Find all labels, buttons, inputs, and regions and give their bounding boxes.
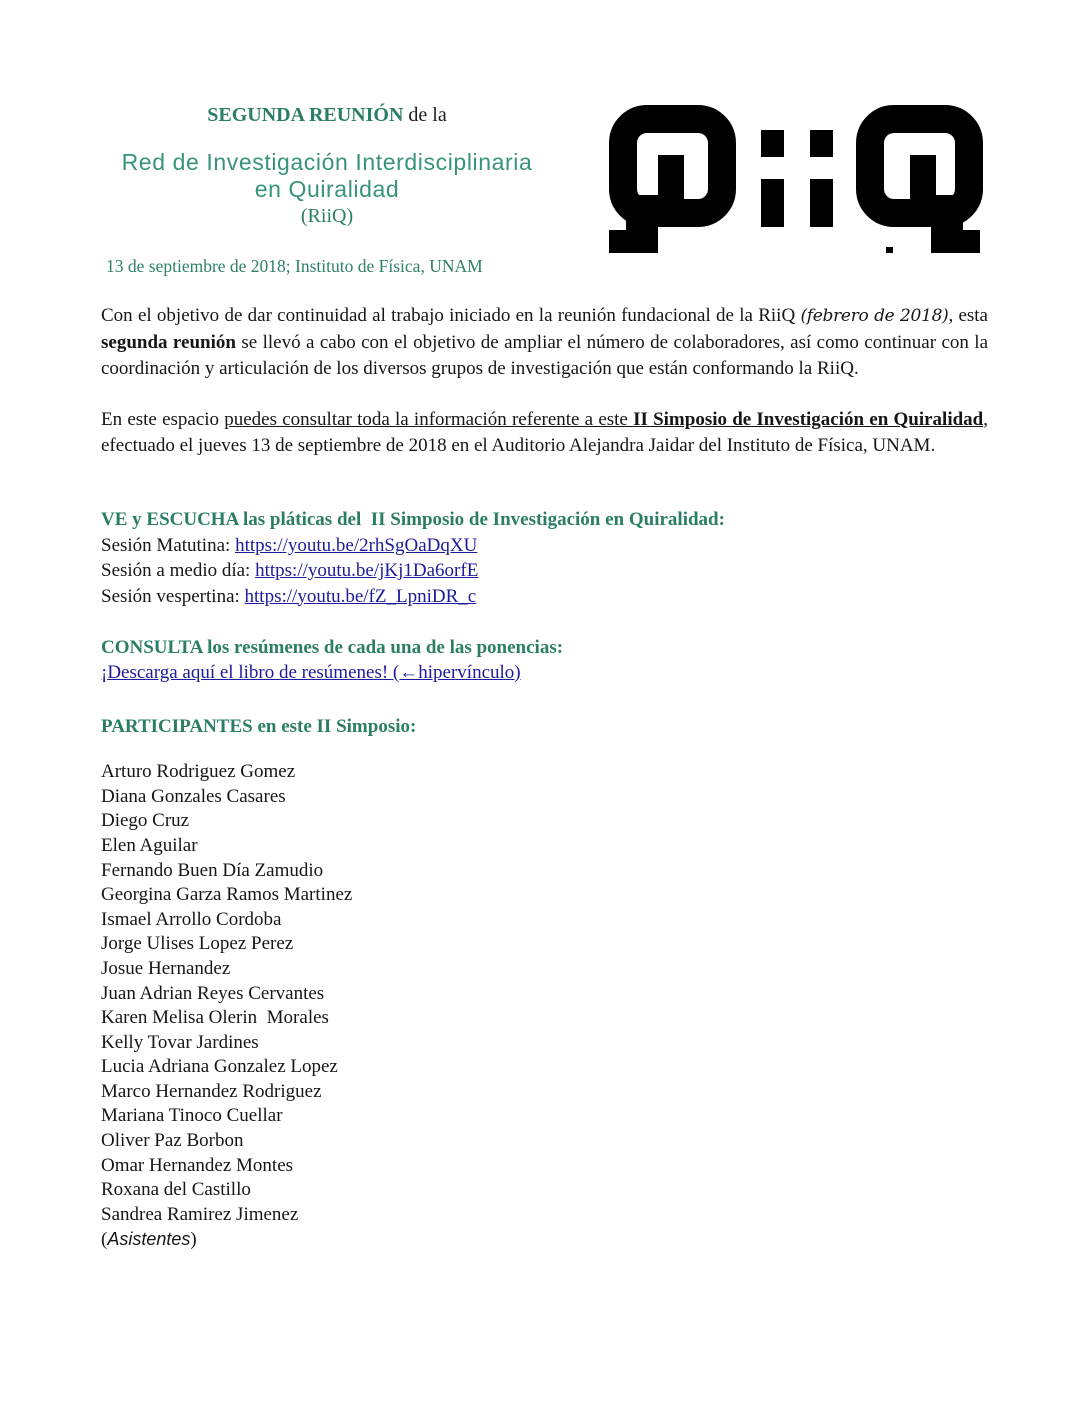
symposium-underlined: puedes consultar toda la información referente a este (224, 408, 634, 430)
riiq-logo (606, 95, 988, 257)
participant-name: Josue Hernandez (101, 957, 231, 979)
intro-paragraph (101, 303, 988, 383)
meeting-title-rest: de la (403, 104, 447, 126)
participant-name: Oliver Paz Borbon (101, 1130, 244, 1152)
video-session-row (101, 584, 988, 609)
session-label: Sesión a medio día: (101, 560, 256, 582)
symposium-part1: En este espacio (101, 408, 225, 430)
session-label: Sesión vespertina: (101, 585, 245, 607)
document-header (101, 95, 988, 277)
date-venue-line: 13 de septiembre de 2018; Instituto de Física, UNAM (106, 256, 483, 276)
participant-name: Sandrea Ramirez Jimenez (101, 1203, 299, 1225)
participant-name: Kelly Tovar Jardines (101, 1031, 259, 1053)
participant-name: Roxana del Castillo (101, 1179, 251, 1201)
handwritten-date-note: (febrero de 2018) (800, 306, 949, 326)
network-name-line2: en Quiralidad (254, 176, 400, 202)
intro-part1: Con el objetivo de dar continuidad al trabajo iniciado en la reunión fundacional de la RiiQ (101, 305, 801, 326)
video-session-row (101, 533, 988, 558)
riiq-logo-graphic (606, 95, 988, 257)
symposium-bold-underlined: II Simposio de Investigación en Quiralidad (633, 408, 984, 430)
download-abstracts-link[interactable]: ¡Descarga aquí el libro de resúmenes! (←hipervínculo) (101, 661, 521, 683)
intro-part3: se llevó a cabo con el objetivo de ampliar el número de colaboradores, así como continuar con la coordinación y articulación de los diversos grupos de investigación que están conformando la RiiQ. (101, 331, 989, 380)
participant-name: Marco Hernandez Rodriguez (101, 1080, 322, 1102)
symposium-paragraph (101, 407, 988, 460)
intro-part2: , esta (948, 305, 988, 326)
header-title-block (101, 95, 553, 277)
network-abbr: (RiiQ) (300, 205, 354, 227)
participant-name: Diego Cruz (101, 810, 190, 832)
participant-name: Omar Hernandez Montes (101, 1154, 294, 1176)
session-label: Sesión Matutina: (101, 534, 236, 556)
abstracts-section-heading: CONSULTA los resúmenes de cada una de las ponencias: (101, 636, 564, 658)
video-link[interactable]: https://youtu.be/2rhSgOaDqXU (235, 534, 478, 556)
video-session-list (101, 533, 988, 609)
network-name (101, 149, 553, 228)
participant-name: Georgina Garza Ramos Martinez (101, 884, 353, 906)
participants-list (101, 760, 988, 1253)
video-session-row (101, 558, 988, 583)
participant-name: Jorge Ulises Lopez Perez (101, 933, 294, 955)
meeting-title (101, 103, 553, 127)
participants-footnote: (Asistentes) (101, 1229, 197, 1251)
network-name-line1: Red de Investigación Interdisciplinaria (121, 149, 533, 175)
participant-name: Fernando Buen Día Zamudio (101, 859, 324, 881)
participant-name: Diana Gonzales Casares (101, 785, 286, 807)
participant-name: Elen Aguilar (101, 834, 198, 856)
download-line (101, 660, 988, 685)
participant-name: Juan Adrian Reyes Cervantes (101, 982, 325, 1004)
participant-name: Lucia Adriana Gonzalez Lopez (101, 1056, 338, 1078)
video-link[interactable]: https://youtu.be/jKj1Da6orfE (255, 560, 479, 582)
participant-name: Karen Melisa Olerin Morales (101, 1007, 329, 1029)
participant-name: Arturo Rodriguez Gomez (101, 761, 296, 783)
intro-bold-phrase: segunda reunión (101, 331, 236, 353)
participant-name: Ismael Arrollo Cordoba (101, 908, 282, 930)
videos-section-heading: VE y ESCUCHA las pláticas del II Simposio de Investigación en Quiralidad: (101, 508, 725, 530)
meeting-title-bold: SEGUNDA REUNIÓN (207, 104, 404, 126)
symposium-part2: , efectuado el jueves 13 de septiembre de 2018 en el Auditorio Alejandra Jaidar del Instituto de Física, UNAM. (101, 408, 988, 457)
video-link[interactable]: https://youtu.be/fZ_LpniDR_c (244, 585, 477, 607)
participants-section-heading: PARTICIPANTES en este II Simposio: (101, 716, 417, 738)
participant-name: Mariana Tinoco Cuellar (101, 1105, 283, 1127)
